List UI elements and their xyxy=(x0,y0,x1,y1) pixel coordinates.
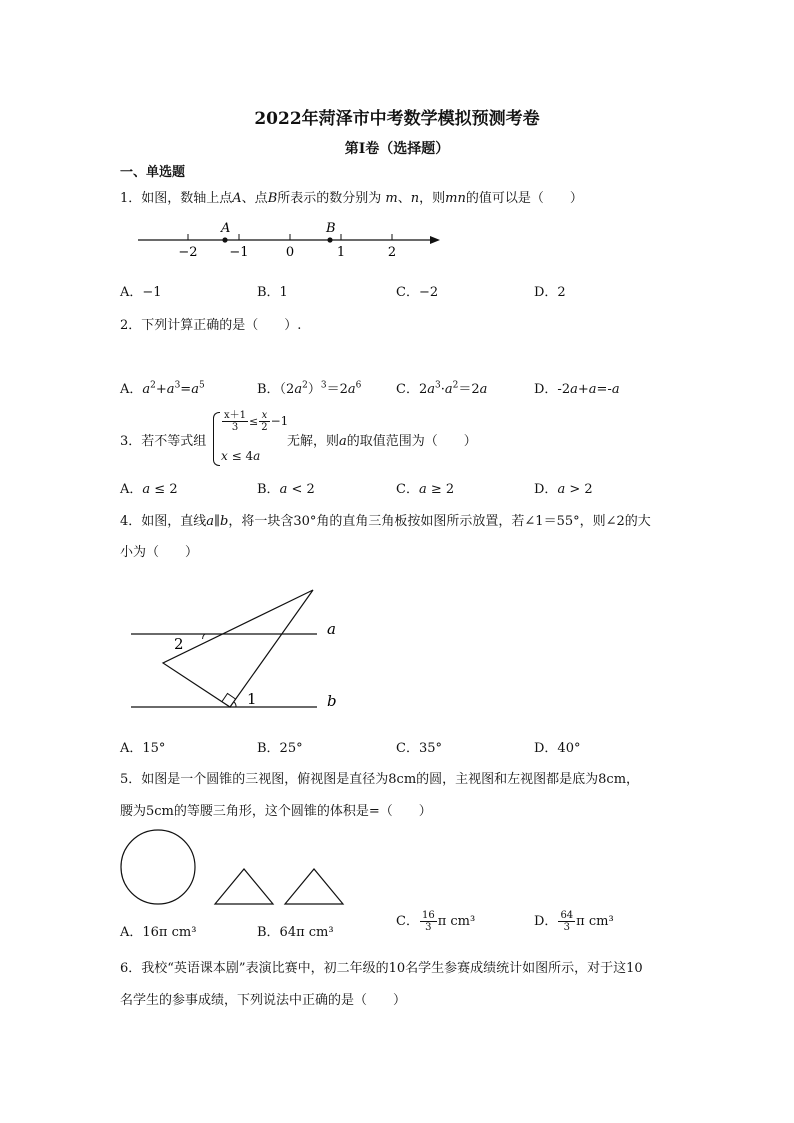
q2-option-d[interactable]: D．-2a+a=-a xyxy=(534,382,620,397)
q3-option-d[interactable]: D．a > 2 xyxy=(534,482,593,497)
q2-option-c[interactable]: C．$2a^3\cdot a^2=2a$ xyxy=(396,380,488,397)
exam-title: 2022年菏泽市中考数学模拟预测考卷 xyxy=(254,109,540,129)
q5-option-d[interactable]: D． $\frac{64}{3}$ π cm³ xyxy=(534,910,614,933)
q3-inequality-1: $\frac{x+1}{3}$ ≤ $\frac{x}{2}$ −1 xyxy=(224,410,289,433)
set-square-triangle xyxy=(163,590,313,707)
question-6-line-1: 6．我校“英语课本剧”表演比赛中，初二年级的10名学生参赛成绩统计如图所示，对于这10 xyxy=(120,961,643,976)
q5-option-c[interactable]: C． $\frac{16}{3}$ π cm³ xyxy=(396,910,476,933)
q1-option-b[interactable]: B．1 xyxy=(257,285,288,300)
point-b-label: B xyxy=(326,221,336,236)
point-b-dot xyxy=(327,237,332,242)
q1-option-a[interactable]: A．−1 xyxy=(120,285,162,300)
question-5-line-2: 腰为5cm的等腰三角形，这个圆锥的体积是=（ ） xyxy=(120,804,432,819)
line-b-label: b xyxy=(327,692,337,710)
question-5-line-1: 5．如图是一个圆锥的三视图，俯视图是直径为8cm的圆，主视图和左视图都是底为8cm， xyxy=(120,772,640,787)
question-2-stem: 2．下列计算正确的是（ ）. xyxy=(120,318,302,333)
angle-2-label: 2 xyxy=(174,635,184,653)
system-brace xyxy=(213,412,220,466)
section-heading: 一、单选题 xyxy=(120,165,186,180)
angle-2-arc xyxy=(203,634,205,639)
tick-label: −2 xyxy=(178,245,198,260)
question-1-stem: 1．如图，数轴上点A、点B所表示的数分别为 m、n，则mn的值可以是（ ） xyxy=(120,191,583,206)
right-angle-mark xyxy=(222,694,236,702)
q4-option-a[interactable]: A．15° xyxy=(120,741,166,756)
front-view-triangle xyxy=(215,869,273,904)
q2-option-a[interactable]: A．$a^2+a^3=a^5$ xyxy=(120,380,205,397)
point-a-label: A xyxy=(221,221,231,236)
fraction: $\frac{x+1}{3}$ xyxy=(224,410,247,433)
question-4-line-2: 小为（ ） xyxy=(120,545,199,560)
q3-option-c[interactable]: C．a ≥ 2 xyxy=(396,482,455,497)
question-3-prefix: 3．若不等式组 xyxy=(120,434,207,449)
q5-option-b[interactable]: B．64π cm³ xyxy=(257,925,334,940)
angle-1-label: 1 xyxy=(247,690,257,708)
line-a-label: a xyxy=(327,620,336,638)
axis-arrow-icon xyxy=(430,236,440,244)
angle-1-arc xyxy=(234,702,236,707)
fraction: $\frac{64}{3}$ xyxy=(560,910,574,933)
fraction: $\frac{x}{2}$ xyxy=(261,410,268,433)
tick-label: 1 xyxy=(336,245,346,260)
q5-option-a[interactable]: A．16π cm³ xyxy=(120,925,197,940)
side-view-triangle xyxy=(285,869,343,904)
number-line-figure xyxy=(130,218,450,266)
q3-option-a[interactable]: A．a ≤ 2 xyxy=(120,482,178,497)
question-4-line-1: 4．如图，直线a∥b，将一块含30°角的直角三角板按如图所示放置，若∠1＝55°，则∠2的大 xyxy=(120,514,651,529)
tick-label: 0 xyxy=(285,245,295,260)
q2-option-b[interactable]: B．$(2a^2)^3=2a^6$ xyxy=(257,380,362,397)
q4-option-c[interactable]: C．35° xyxy=(396,741,442,756)
parallel-lines-triangle-figure xyxy=(125,582,355,720)
q3-option-b[interactable]: B．a < 2 xyxy=(257,482,315,497)
exam-subtitle: 第Ⅰ卷（选择题） xyxy=(344,141,450,157)
top-view-circle xyxy=(121,830,195,904)
tick-label: 2 xyxy=(387,245,397,260)
q3-inequality-2: x ≤ 4a xyxy=(221,449,261,463)
q1-option-c[interactable]: C．−2 xyxy=(396,285,439,300)
cone-three-views-figure xyxy=(115,825,350,910)
point-a-dot xyxy=(222,237,227,242)
q1-option-d[interactable]: D．2 xyxy=(534,285,566,300)
q4-option-d[interactable]: D．40° xyxy=(534,741,581,756)
question-3-suffix: 无解，则a的取值范围为（ ） xyxy=(287,434,477,449)
q4-option-b[interactable]: B．25° xyxy=(257,741,303,756)
fraction: $\frac{16}{3}$ xyxy=(421,910,435,933)
tick-label: −1 xyxy=(229,245,249,260)
question-6-line-2: 名学生的参事成绩，下列说法中正确的是（ ） xyxy=(120,993,407,1008)
